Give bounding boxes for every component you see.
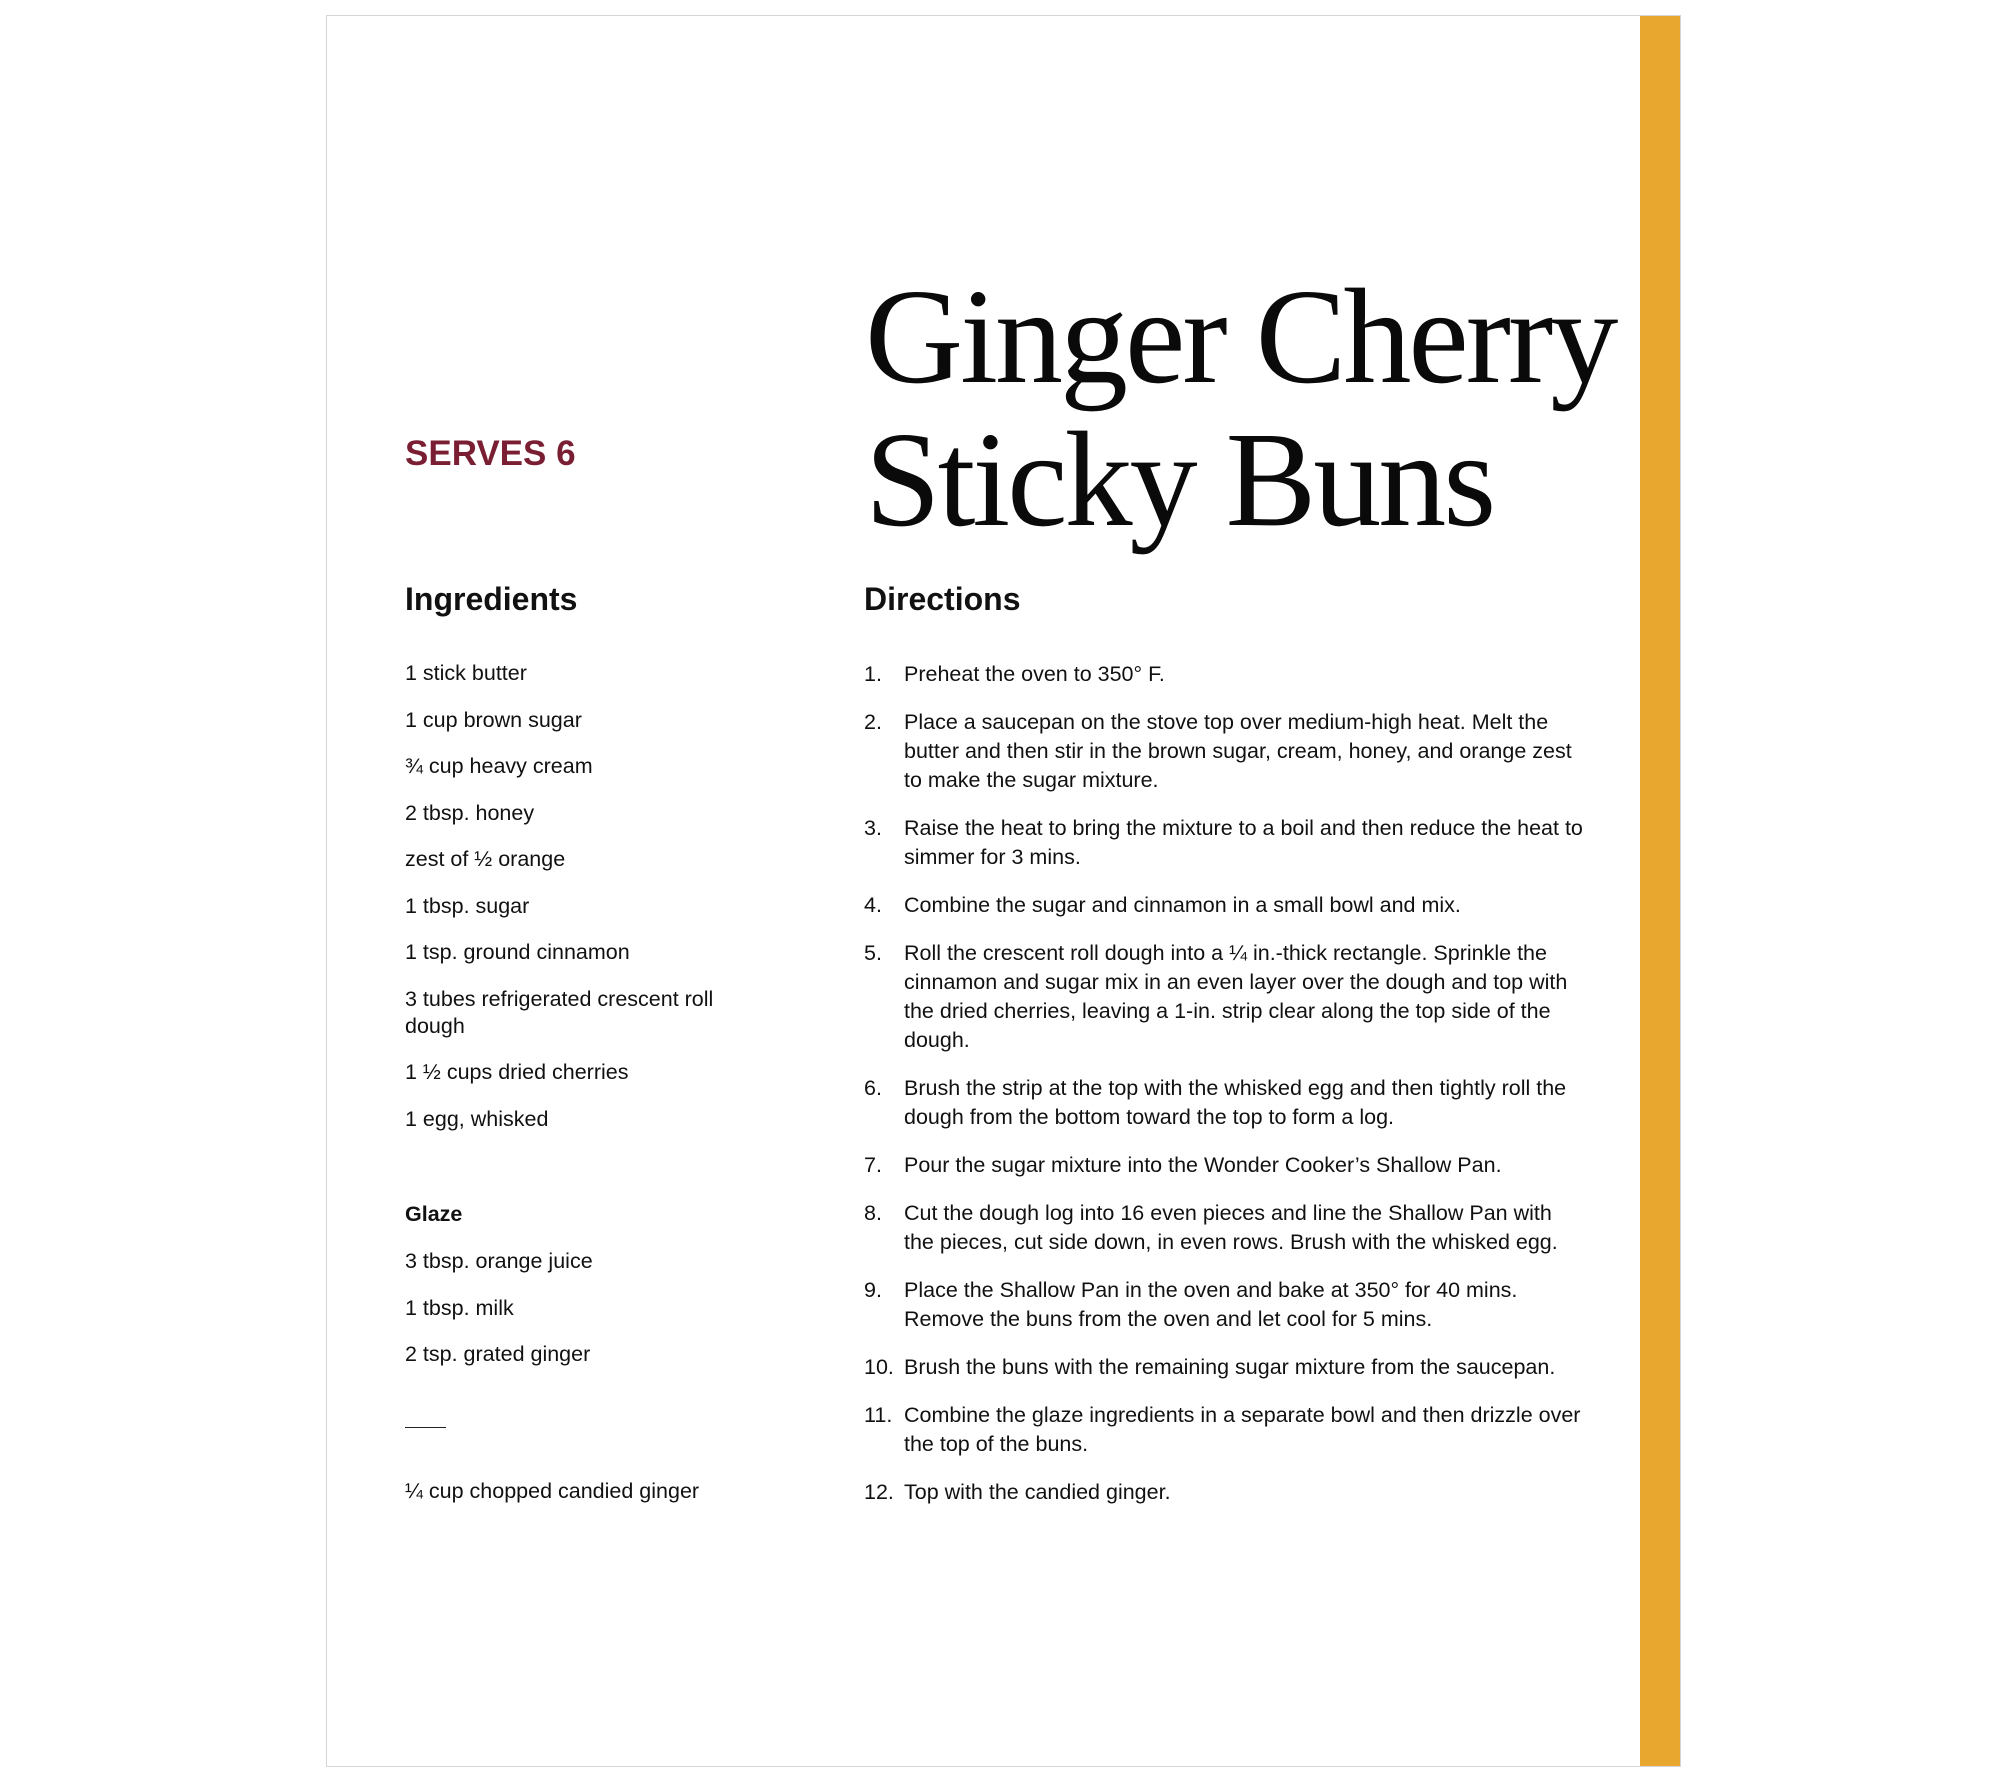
ingredient-item: 1 tbsp. sugar <box>405 893 530 918</box>
step-number: 10. <box>864 1355 894 1379</box>
direction-step <box>864 1151 1584 1180</box>
step-number: 2. <box>864 710 882 734</box>
step-number: 5. <box>864 941 882 965</box>
ingredient-item: 1 ½ cups dried cherries <box>405 1060 629 1084</box>
step-number: 3. <box>864 816 882 840</box>
direction-step <box>864 660 1584 689</box>
step-number: 4. <box>864 893 882 917</box>
glaze-item: 3 tbsp. orange juice <box>405 1249 593 1273</box>
step-text: Brush the strip at the top with the whisked egg and then tightly roll the dough from the bottom toward the top to form a log. <box>904 1076 1567 1129</box>
step-number: 12. <box>864 1480 894 1504</box>
direction-step <box>864 1401 1584 1459</box>
glaze-item: 1 tbsp. milk <box>405 1295 514 1320</box>
title-line-1: Ginger Cherry <box>865 262 1616 412</box>
ingredient-item: 1 egg, whisked <box>405 1106 549 1131</box>
glaze-heading: Glaze <box>405 1202 463 1226</box>
ingredient-item: 1 tsp. ground cinnamon <box>405 940 630 964</box>
step-number: 9. <box>864 1278 882 1302</box>
glaze-item: 2 tsp. grated ginger <box>405 1342 591 1366</box>
title-line-2: Sticky Buns <box>865 405 1494 555</box>
step-text: Pour the sugar mixture into the Wonder Cooker’s Shallow Pan. <box>904 1153 1502 1177</box>
ingredients-heading: Ingredients <box>405 581 578 617</box>
step-text: Place the Shallow Pan in the oven and bake at 350° for 40 mins. Remove the buns from the oven and let cool for 5 mins. <box>904 1278 1518 1331</box>
step-text: Cut the dough log into 16 even pieces and line the Shallow Pan with the pieces, cut side down, in even rows. Brush with the whisked egg. <box>904 1201 1558 1254</box>
ingredient-item: zest of ½ orange <box>405 847 566 871</box>
ingredient-item: 3 tubes refrigerated crescent roll dough <box>405 986 714 1038</box>
step-text: Brush the buns with the remaining sugar mixture from the saucepan. <box>904 1355 1556 1379</box>
direction-step <box>864 939 1584 1055</box>
recipe-title <box>865 262 1616 555</box>
direction-step <box>864 708 1584 795</box>
ingredient-list <box>405 660 715 1152</box>
garnish-item: ¼ cup chopped candied ginger <box>405 1479 700 1503</box>
direction-step <box>864 1353 1584 1382</box>
direction-step <box>864 814 1584 872</box>
step-text: Combine the glaze ingredients in a separate bowl and then drizzle over the top of the buns. <box>904 1403 1581 1456</box>
serves-label: SERVES 6 <box>405 434 576 473</box>
divider-rule <box>405 1427 446 1428</box>
direction-step <box>864 1199 1584 1257</box>
step-number: 8. <box>864 1201 882 1225</box>
ingredient-item: 2 tbsp. honey <box>405 800 535 825</box>
step-text: Preheat the oven to 350° F. <box>904 662 1165 686</box>
step-number: 7. <box>864 1153 882 1177</box>
directions-heading: Directions <box>864 581 1021 617</box>
direction-step <box>864 891 1584 920</box>
step-number: 1. <box>864 662 882 686</box>
ingredient-item: 1 cup brown sugar <box>405 707 582 732</box>
side-stripe <box>1640 16 1680 1766</box>
step-text: Raise the heat to bring the mixture to a boil and then reduce the heat to simmer for 3 mins. <box>904 816 1583 869</box>
step-number: 6. <box>864 1076 882 1100</box>
direction-step <box>864 1074 1584 1132</box>
step-number: 11. <box>864 1403 893 1427</box>
ingredient-item: 1 stick butter <box>405 661 527 685</box>
step-text: Roll the crescent roll dough into a ¼ in.-thick rectangle. Sprinkle the cinnamon and sugar mix in an even layer over the dough and top with the dried cherries, leaving a 1-in. strip clear along the top side of the dough. <box>904 941 1568 1052</box>
step-text: Place a saucepan on the stove top over medium-high heat. Melt the butter and then stir in the brown sugar, cream, honey, and orange zest to make the sugar mixture. <box>904 710 1572 792</box>
direction-step <box>864 1478 1584 1507</box>
direction-list <box>864 660 1584 1526</box>
step-text: Combine the sugar and cinnamon in a small bowl and mix. <box>904 893 1461 917</box>
step-text: Top with the candied ginger. <box>904 1480 1171 1504</box>
ingredient-item: ¾ cup heavy cream <box>405 754 593 778</box>
direction-step <box>864 1276 1584 1334</box>
glaze-list <box>405 1248 715 1388</box>
recipe-page <box>326 15 1681 1767</box>
